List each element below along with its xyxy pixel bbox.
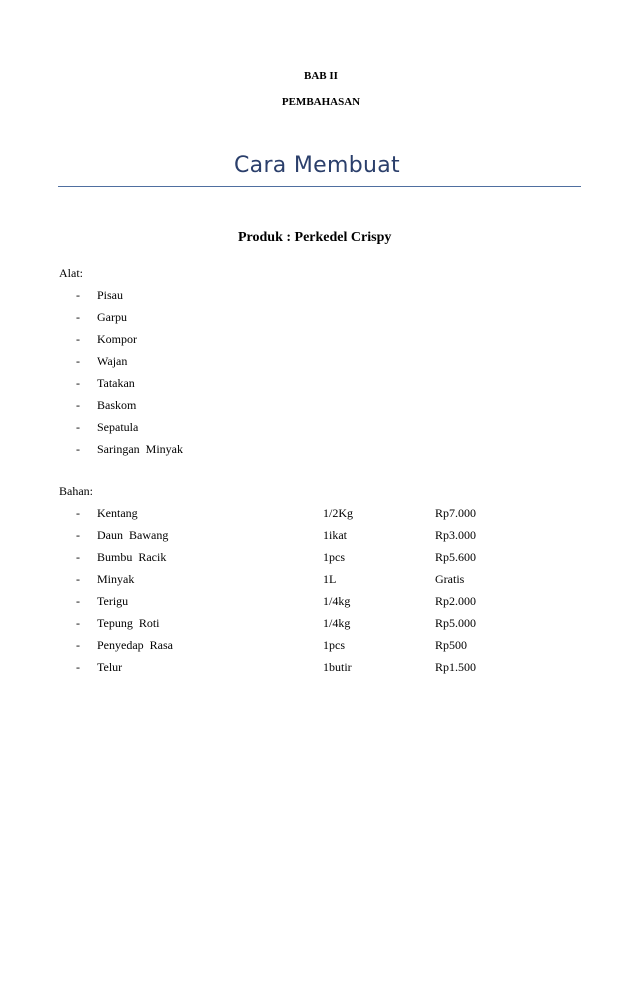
ingredient-price: Rp5.600 — [435, 550, 477, 564]
page-title: Cara Membuat — [234, 153, 400, 178]
list-bullet: - — [76, 420, 80, 434]
list-item — [0, 376, 638, 398]
list-bullet: - — [76, 332, 80, 346]
list-bullet: - — [76, 660, 80, 674]
ingredient-name: Penyedap Rasa — [97, 638, 173, 652]
ingredient-name: Minyak — [97, 572, 135, 586]
list-bullet: - — [76, 398, 80, 412]
ingredients-list — [0, 506, 638, 682]
ingredient-qty: 1pcs — [323, 638, 345, 652]
tool-name: Saringan Minyak — [97, 442, 183, 456]
ingredient-qty: 1ikat — [323, 528, 347, 542]
ingredient-price: Rp5.000 — [435, 616, 477, 630]
ingredient-price: Gratis — [435, 572, 465, 586]
list-bullet: - — [76, 376, 80, 390]
ingredient-price: Rp3.000 — [435, 528, 477, 542]
ingredient-name: Bumbu Racik — [97, 550, 167, 564]
list-bullet: - — [76, 572, 80, 586]
ingredient-qty: 1butir — [323, 660, 352, 674]
ingredient-row — [0, 660, 638, 682]
section-heading: PEMBAHASAN — [281, 96, 361, 108]
ingredient-price: Rp500 — [435, 638, 468, 652]
ingredient-price: Rp7.000 — [435, 506, 477, 520]
tool-name: Garpu — [97, 310, 127, 324]
ingredient-name: Tepung Roti — [97, 616, 160, 630]
ingredient-name: Daun Bawang — [97, 528, 169, 542]
ingredient-qty: 1/4kg — [323, 594, 351, 608]
tool-name: Baskom — [97, 398, 137, 412]
list-bullet: - — [76, 288, 80, 302]
ingredient-qty: 1pcs — [323, 550, 345, 564]
list-bullet: - — [76, 616, 80, 630]
tools-list — [0, 288, 638, 464]
list-item — [0, 398, 638, 420]
list-item — [0, 442, 638, 464]
ingredient-name: Terigu — [97, 594, 129, 608]
ingredient-qty: 1L — [323, 572, 337, 586]
title-underline — [58, 186, 581, 187]
ingredient-row — [0, 528, 638, 550]
ingredient-name: Telur — [97, 660, 123, 674]
list-bullet: - — [76, 528, 80, 542]
tools-label: Alat: — [59, 266, 83, 280]
ingredient-qty: 1/4kg — [323, 616, 351, 630]
ingredient-name: Kentang — [97, 506, 138, 520]
list-bullet: - — [76, 442, 80, 456]
list-bullet: - — [76, 310, 80, 324]
ingredient-price: Rp1.500 — [435, 660, 477, 674]
product-line: Produk : Perkedel Crispy — [238, 230, 392, 245]
list-bullet: - — [76, 594, 80, 608]
list-bullet: - — [76, 506, 80, 520]
ingredient-row — [0, 550, 638, 572]
list-item — [0, 288, 638, 310]
ingredient-row — [0, 572, 638, 594]
tool-name: Pisau — [97, 288, 124, 302]
list-item — [0, 310, 638, 332]
list-item — [0, 420, 638, 442]
tool-name: Kompor — [97, 332, 137, 346]
list-item — [0, 332, 638, 354]
tool-name: Tatakan — [97, 376, 135, 390]
list-bullet: - — [76, 638, 80, 652]
ingredient-qty: 1/2Kg — [323, 506, 353, 520]
ingredient-row — [0, 616, 638, 638]
ingredient-row — [0, 638, 638, 660]
list-item — [0, 354, 638, 376]
tool-name: Sepatula — [97, 420, 139, 434]
ingredient-price: Rp2.000 — [435, 594, 477, 608]
ingredients-label: Bahan: — [59, 484, 93, 498]
tool-name: Wajan — [97, 354, 128, 368]
ingredient-row — [0, 506, 638, 528]
ingredient-row — [0, 594, 638, 616]
list-bullet: - — [76, 354, 80, 368]
list-bullet: - — [76, 550, 80, 564]
chapter-heading: BAB II — [304, 70, 338, 82]
